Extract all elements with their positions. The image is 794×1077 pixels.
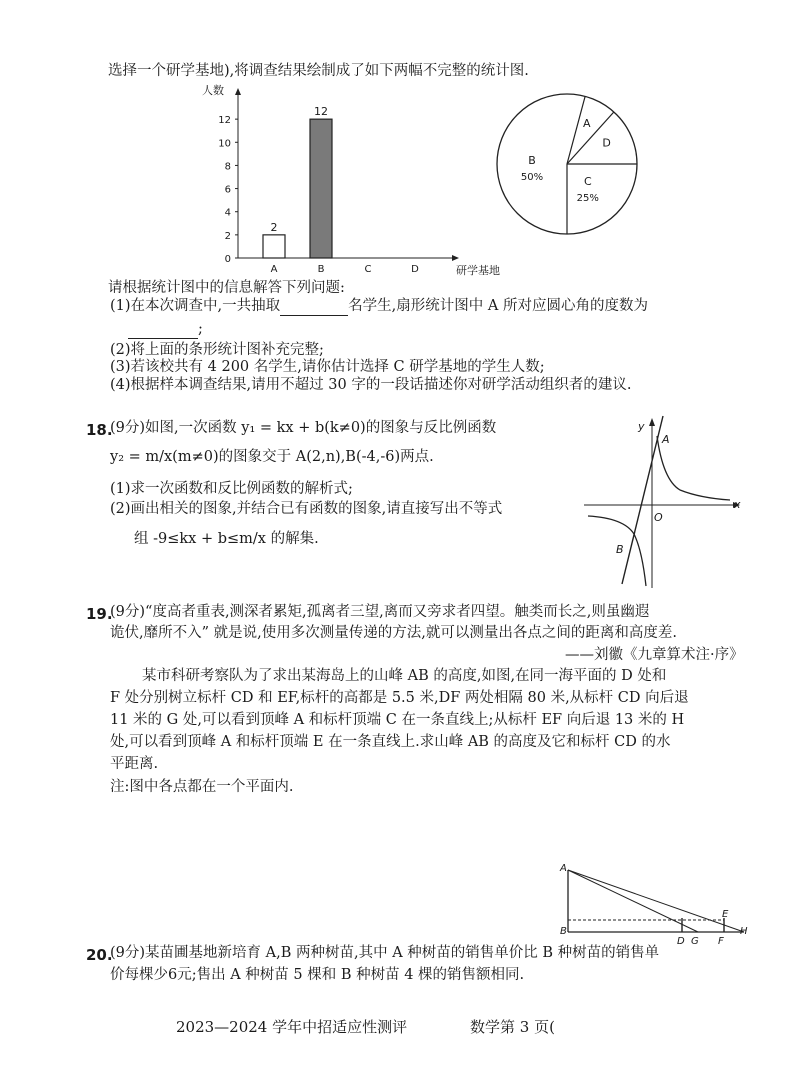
bar-B [310,119,332,258]
bar-y-tick-label: 10 [218,138,231,150]
label-g: G [691,936,699,947]
q19-para-4: 处,可以看到顶峰 A 和标杆顶端 E 在一条直线上.求山峰 AB 的高度及它和标杆 CD 的水 [110,734,671,750]
pie-chart [494,88,650,244]
bar-category-label: C [364,264,372,275]
bar-y-axis-arrow [235,88,241,95]
q17-instruction: 请根据统计图中的信息解答下列问题: [108,280,345,296]
q18-line-3: (1)求一次函数和反比例函数的解析式; [110,481,353,497]
bar-y-tick-label: 2 [224,230,231,242]
origin-label: O [654,511,663,524]
q17-item-1-c: ; [198,321,203,337]
bar-x-axis-label: 研学基地 [456,264,500,277]
bar-category-label: B [317,264,325,275]
answer-blank-1[interactable] [280,297,348,316]
q18-line-2: y₂ = m/x(m≠0)的图象交于 A(2,n),B(-4,-6)两点. [110,449,434,465]
label-h: H [740,926,748,937]
q19-note: 注:图中各点都在一个平面内. [110,779,294,795]
pie-percent-label-C: 25% [576,192,599,204]
bar-y-tick-label: 6 [224,184,231,196]
q17-item-4: (4)根据样本调查结果,请用不超过 30 字的一段话描述你对研学活动组织者的建议. [110,377,632,393]
q18-line-1: (9分)如图,一次函数 y₁ = kx + b(k≠0)的图象与反比例函数 [110,420,497,436]
q20-number: 20. [86,946,113,964]
bar-data-label-A: 2 [270,220,278,234]
q17-item-3: (3)若该校共有 4 200 名学生,请你估计选择 C 研学基地的学生人数; [110,359,545,375]
bar-A [263,235,285,258]
q19-quote-2: 诡伏,靡所不入” 就是说,使用多次测量传递的方法,就可以测量出各点之间的距离和高度差. [110,625,677,641]
footer-exam-title: 2023—2024 学年中招适应性测评 [176,1018,408,1036]
bar-y-axis-label: 人数 [202,84,224,97]
label-e: E [722,909,729,920]
footer-page-number: 数学第 3 页( [470,1018,555,1036]
x-axis-label: x [734,498,741,511]
q18-line-5: 组 -9≤kx + b≤m/x 的解集. [134,531,319,547]
bar-chart [196,78,506,278]
label-f: F [718,936,724,947]
y-axis-label: y [638,420,645,433]
q18-number: 18. [86,421,113,439]
function-graph [580,408,748,590]
pie-slice-label-D: D [602,136,611,150]
q19-number: 19. [86,605,113,623]
label-d: D [677,936,685,947]
bar-data-label-B: 12 [314,105,328,119]
point-b-label: B [616,543,624,556]
q19-attribution: ——刘徽《九章算术注·序》 [565,647,744,663]
bar-y-tick-label: 12 [218,115,231,127]
bar-y-tick-label: 4 [224,207,231,219]
q19-para-5: 平距离. [110,756,159,772]
q17-item-1-cont [128,320,203,339]
pie-percent-label-B: 50% [520,172,544,183]
y-axis-arrow [649,418,655,426]
bar-x-axis-arrow [452,255,459,261]
q19-para-2: F 处分别树立标杆 CD 和 EF,标杆的高都是 5.5 米,DF 两处相隔 80 米,从标杆 CD 向后退 [110,690,689,706]
q19-para-1: 某市科研考察队为了求出某海岛上的山峰 AB 的高度,如图,在同一海平面的 D 处和 [142,668,667,684]
label-a: A [560,863,567,874]
q19-quote-1: (9分)“度高者重表,测深者累矩,孤离者三望,离而又旁求者四望。触类而长之,则虽幽遐 [110,604,650,620]
linear-function-line [622,416,663,584]
q18-line-4: (2)画出相关的图象,并结合已有函数的图象,请直接写出不等式 [110,501,503,517]
q20-line-2: 价每棵少6元;售出 A 种树苗 5 棵和 B 种树苗 4 棵的销售额相同. [110,967,525,983]
sight-line-ag [568,870,698,932]
sight-line-ah [568,870,744,932]
answer-blank-2[interactable] [128,320,198,339]
q17-item-1 [110,297,648,316]
bar-category-label: A [270,264,278,275]
bar-category-label: D [411,264,419,275]
q19-para-3: 11 米的 G 处,可以看到顶峰 A 和标杆顶端 C 在一条直线上;从标杆 EF 向后退 13 米的 H [110,712,685,728]
q17-item-2: (2)将上面的条形统计图补充完整; [110,342,324,358]
mountain-diagram [558,856,758,948]
point-a-label: A [662,433,670,446]
q20-line-1: (9分)某苗圃基地新培育 A,B 两种树苗,其中 A 种树苗的销售单价比 B 种树苗的销售单 [110,945,660,961]
q17-item-1-a: (1)在本次调查中,一共抽取 [110,298,281,314]
q17-intro: 选择一个研学基地),将调查结果绘制成了如下两幅不完整的统计图. [108,63,529,79]
pie-slice-label-B: B [528,154,536,167]
pie-slice-label-A: A [582,116,591,130]
label-b: B [560,926,567,937]
pie-slice-label-C: C [583,174,592,188]
bar-y-tick-label: 0 [224,254,231,265]
bar-y-tick-label: 8 [224,161,231,173]
q17-item-1-b: 名学生,扇形统计图中 A 所对应圆心角的度数为 [348,298,648,314]
